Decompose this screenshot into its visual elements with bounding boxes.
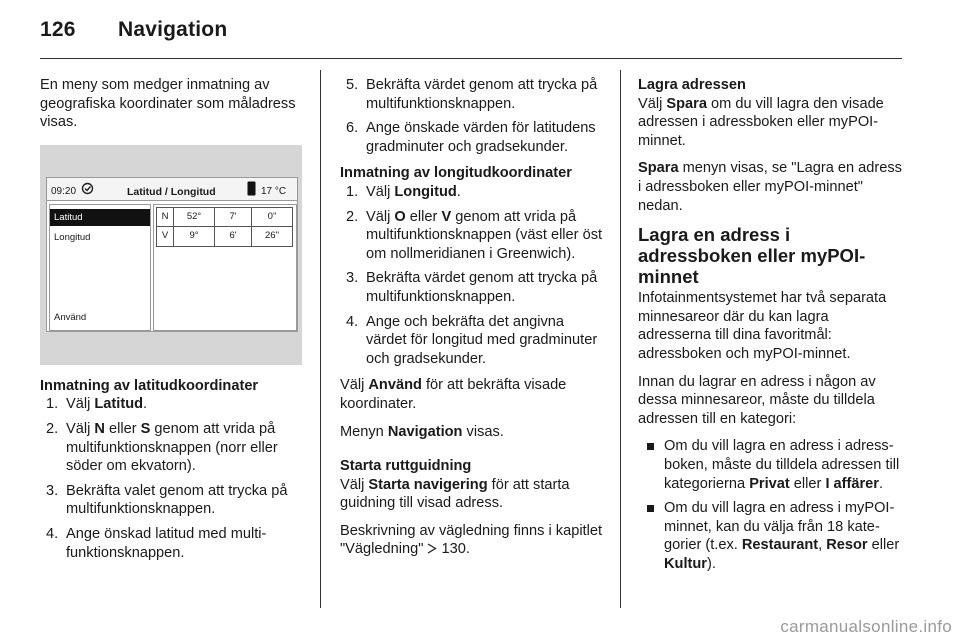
section-heading-start: Starta ruttguidning	[340, 458, 472, 475]
list-item: 3. Bekräfta valet genom att trycka på multifunktionsknappen.	[46, 482, 288, 518]
section-heading-longitude: Inmatning av longitudkoordinater	[340, 165, 572, 182]
menu-item-anvand[interactable]: Använd	[54, 311, 87, 323]
coordinate-panel	[153, 204, 297, 331]
longitude-steps	[340, 183, 606, 368]
degrees-cell[interactable]: 9°	[174, 227, 215, 247]
list-item: 1. Välj Longitud.	[346, 183, 461, 200]
paragraph-spara-menu: Spara menyn visas, se "Lagra en adress i adressboken eller myPOI-minnet" nedan.	[638, 160, 902, 214]
section-heading-save: Lagra adressen	[638, 77, 746, 93]
table-row	[157, 207, 293, 227]
latitude-steps	[40, 395, 310, 562]
degrees-cell[interactable]: 52°	[174, 207, 215, 227]
list-item: 4. Ange önskad latitud med multifunktionsknappen.	[46, 525, 267, 561]
latitude-steps-continued	[340, 76, 606, 156]
paragraph-start: Välj Starta navigering för att starta guidning till visad adress.	[340, 476, 570, 512]
paragraph-navigation: Menyn Navigation visas.	[340, 423, 504, 440]
seconds-cell[interactable]: 0"	[252, 207, 293, 227]
paragraph-memory-areas: Infotainmentsystemet har två separata minnesareor där du kan lagra adresserna till dina favoritmål: adressboken och myPOI-minnet.	[638, 290, 887, 362]
page-title: Navigation	[118, 18, 228, 41]
menu-list	[49, 204, 151, 331]
category-bullets	[638, 437, 904, 573]
column-3	[638, 76, 904, 579]
phone-icon	[247, 181, 256, 204]
list-item: 4. Ange och bekräfta det angivna värdet för longitud med gradminuter och gradsekunder.	[346, 313, 598, 367]
column-2	[340, 76, 606, 568]
menu-item-longitud[interactable]: Longitud	[54, 231, 91, 243]
minutes-cell[interactable]: 7'	[215, 207, 252, 227]
list-item: Om du vill lagra en adress i myPOI-minnet, kan du välja från 18 kategorier (t.ex. Restaurant, Resor eller Kultur).	[638, 499, 904, 573]
screen-illustration	[40, 145, 302, 365]
page-number: 126	[40, 18, 76, 41]
intro-paragraph: En meny som medger inmatning av geografiska koordinater som måladress visas.	[40, 77, 296, 131]
connection-icon	[81, 182, 94, 203]
column-divider-2	[620, 70, 621, 608]
list-item: 2. Välj N eller S genom att vrida på multifunktionsknappen (norr eller söder om ekvatorn).	[46, 420, 278, 475]
list-item: Om du vill lagra en adress i adressboken, måste du tilldela adressen till kategorierna Privat eller I affärer.	[638, 437, 904, 493]
seconds-cell[interactable]: 26"	[252, 227, 293, 247]
list-item: 6. Ange önskade värden för latitudens gradminuter och gradsekunder.	[346, 120, 596, 155]
display-screen	[46, 177, 298, 332]
temperature: 17 °C	[261, 185, 287, 197]
direction-cell[interactable]: V	[157, 227, 174, 247]
paragraph-anvand: Välj Använd för att bekräfta visade koordinater.	[340, 377, 567, 412]
column-divider-1	[320, 70, 321, 608]
section-heading-store-address: Lagra en adress i adressboken eller myPOI-minnet	[638, 224, 866, 288]
page-reference-arrow-icon	[427, 541, 437, 560]
menu-item-latitud[interactable]: Latitud	[50, 209, 150, 226]
bullet-square-icon	[647, 505, 654, 512]
list-item: 2. Välj O eller V genom att vrida på multifunktionsknappen (väst eller öst om nollmeridianen i Greenwich).	[346, 208, 603, 262]
screen-title: Latitud / Longitud	[127, 185, 216, 198]
paragraph-category: Innan du lagrar en adress i någon av dessa minnesareor, måste du tilldela adressen till en kategori:	[638, 373, 876, 427]
minutes-cell[interactable]: 6'	[215, 227, 252, 247]
clock: 09:20	[51, 185, 77, 197]
table-row	[157, 227, 293, 247]
bullet-square-icon	[647, 443, 654, 450]
paragraph-spara: Välj Spara om du vill lagra den visade adressen i adressboken eller myPOI-minnet.	[638, 95, 884, 149]
coordinate-table	[156, 207, 293, 247]
list-item: 5. Bekräfta värdet genom att trycka på multifunktionsknappen.	[346, 77, 598, 112]
list-item: 3. Bekräfta värdet genom att trycka på multifunktionsknappen.	[346, 270, 598, 305]
status-bar	[47, 178, 297, 201]
paragraph-reference: Beskrivning av vägledning finns i kapitlet "Vägledning" 130.	[340, 522, 606, 559]
direction-cell[interactable]: N	[157, 207, 174, 227]
section-heading-latitude: Inmatning av latitudkoordinater	[40, 377, 259, 394]
column-1	[40, 76, 310, 570]
header-rule	[40, 58, 902, 59]
list-item: 1. Välj Latitud.	[46, 396, 148, 413]
watermark: carmanualsonline.info	[780, 617, 952, 636]
